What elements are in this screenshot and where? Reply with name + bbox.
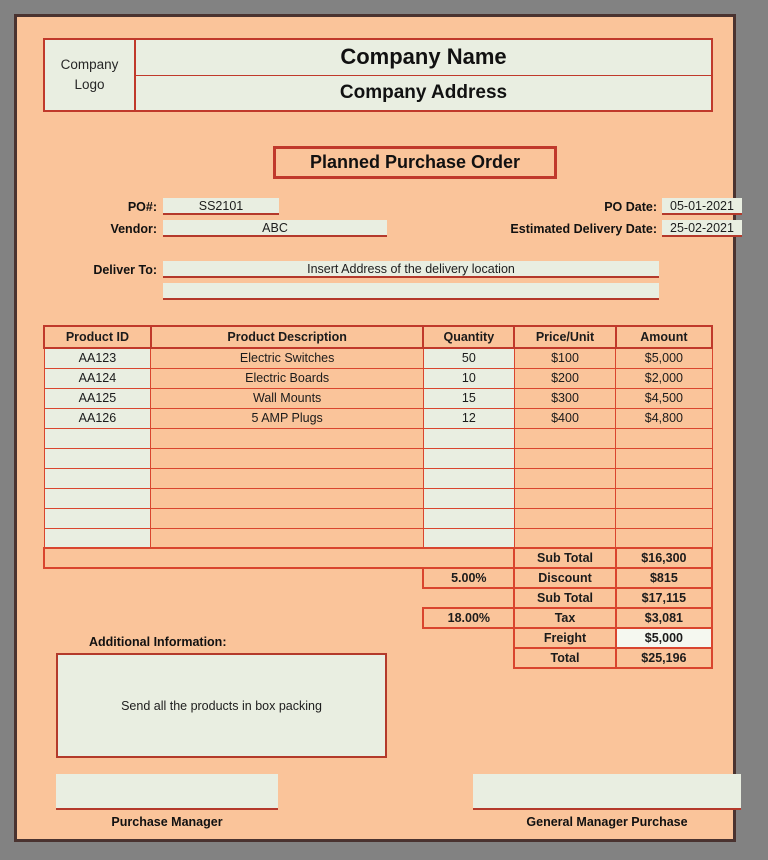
- cell-price[interactable]: [514, 428, 616, 448]
- cell-quantity[interactable]: [423, 468, 514, 488]
- cell-description[interactable]: [151, 428, 424, 448]
- cell-product-id[interactable]: [44, 488, 151, 508]
- subtotal-row-2: [44, 588, 712, 608]
- cell-price[interactable]: $200: [514, 368, 616, 388]
- column-header-price-unit: Price/Unit: [514, 326, 616, 348]
- cell-product-id[interactable]: AA125: [44, 388, 151, 408]
- general-manager-signature-input[interactable]: [473, 774, 741, 810]
- company-header: [43, 38, 713, 112]
- company-logo-placeholder[interactable]: [45, 40, 136, 110]
- vendor-input[interactable]: ABC: [163, 220, 387, 237]
- cell-product-id[interactable]: [44, 528, 151, 548]
- grand-total-label: Total: [514, 648, 616, 668]
- column-header-quantity: Quantity: [423, 326, 514, 348]
- freight-value-input[interactable]: $5,000: [616, 628, 712, 648]
- table-row: [44, 448, 712, 468]
- cell-amount: [616, 448, 712, 468]
- table-row: [44, 428, 712, 448]
- cell-product-id[interactable]: [44, 428, 151, 448]
- cell-product-id[interactable]: AA126: [44, 408, 151, 428]
- line-items-body: [44, 348, 712, 668]
- document-title: Planned Purchase Order: [273, 146, 557, 179]
- cell-price[interactable]: [514, 468, 616, 488]
- vendor-label: Vendor:: [110, 222, 157, 236]
- cell-description[interactable]: Wall Mounts: [151, 388, 424, 408]
- cell-quantity[interactable]: [423, 488, 514, 508]
- company-logo-line1: Company: [60, 57, 119, 73]
- totals-spacer: [44, 608, 423, 628]
- table-header-row: [44, 326, 712, 348]
- cell-amount: [616, 488, 712, 508]
- cell-price[interactable]: [514, 528, 616, 548]
- cell-amount: $5,000: [616, 348, 712, 368]
- totals-spacer: [44, 588, 514, 608]
- document-frame: [14, 14, 736, 842]
- cell-quantity[interactable]: 15: [423, 388, 514, 408]
- signature-block-general-manager: [473, 774, 741, 829]
- cell-description[interactable]: Electric Boards: [151, 368, 424, 388]
- tax-rate-input[interactable]: 18.00%: [423, 608, 514, 628]
- subtotal-1-label: Sub Total: [514, 548, 616, 568]
- additional-information-input[interactable]: Send all the products in box packing: [56, 653, 387, 758]
- cell-price[interactable]: [514, 508, 616, 528]
- cell-price[interactable]: [514, 448, 616, 468]
- cell-quantity[interactable]: 10: [423, 368, 514, 388]
- company-logo-line2: Logo: [74, 77, 105, 92]
- general-manager-label: General Manager Purchase: [526, 815, 688, 829]
- subtotal-2-value: $17,115: [616, 588, 712, 608]
- cell-product-id[interactable]: AA123: [44, 348, 151, 368]
- discount-label: Discount: [514, 568, 616, 588]
- cell-product-id[interactable]: [44, 508, 151, 528]
- table-row: [44, 348, 712, 368]
- cell-amount: $4,500: [616, 388, 712, 408]
- cell-price[interactable]: $100: [514, 348, 616, 368]
- cell-description[interactable]: [151, 468, 424, 488]
- cell-description[interactable]: [151, 528, 424, 548]
- discount-rate-input[interactable]: 5.00%: [423, 568, 514, 588]
- cell-product-id[interactable]: [44, 448, 151, 468]
- freight-label: Freight: [514, 628, 616, 648]
- cell-quantity[interactable]: [423, 428, 514, 448]
- column-header-product-id: Product ID: [44, 326, 151, 348]
- subtotal-1-value: $16,300: [616, 548, 712, 568]
- cell-description[interactable]: 5 AMP Plugs: [151, 408, 424, 428]
- signature-block-purchase-manager: [56, 774, 278, 829]
- table-row: [44, 368, 712, 388]
- estimated-delivery-date-label: Estimated Delivery Date:: [510, 222, 657, 236]
- po-number-input[interactable]: SS2101: [163, 198, 279, 215]
- deliver-to-label: Deliver To:: [93, 263, 157, 277]
- table-row: [44, 388, 712, 408]
- table-row: [44, 488, 712, 508]
- deliver-to-line1-input[interactable]: Insert Address of the delivery location: [163, 261, 659, 278]
- column-header-amount: Amount: [616, 326, 712, 348]
- cell-description[interactable]: Electric Switches: [151, 348, 424, 368]
- po-date-label: PO Date:: [604, 200, 657, 214]
- cell-description[interactable]: [151, 488, 424, 508]
- cell-description[interactable]: [151, 448, 424, 468]
- table-row: [44, 408, 712, 428]
- cell-price[interactable]: $300: [514, 388, 616, 408]
- tax-label: Tax: [514, 608, 616, 628]
- deliver-to-line2-input[interactable]: [163, 283, 659, 300]
- additional-information-label: Additional Information:: [89, 635, 227, 649]
- tax-row: [44, 608, 712, 628]
- discount-value: $815: [616, 568, 712, 588]
- totals-spacer: [44, 548, 514, 568]
- cell-amount: [616, 468, 712, 488]
- cell-product-id[interactable]: [44, 468, 151, 488]
- cell-quantity[interactable]: [423, 448, 514, 468]
- cell-quantity[interactable]: 12: [423, 408, 514, 428]
- table-row: [44, 508, 712, 528]
- po-number-label: PO#:: [127, 200, 157, 214]
- purchase-manager-label: Purchase Manager: [111, 815, 223, 829]
- cell-amount: [616, 528, 712, 548]
- cell-product-id[interactable]: AA124: [44, 368, 151, 388]
- cell-amount: $4,800: [616, 408, 712, 428]
- line-items-table: [43, 325, 713, 669]
- table-row: [44, 528, 712, 548]
- cell-amount: $2,000: [616, 368, 712, 388]
- estimated-delivery-date-input[interactable]: 25-02-2021: [662, 220, 742, 237]
- purchase-order-document: [17, 17, 733, 839]
- po-date-input[interactable]: 05-01-2021: [662, 198, 742, 215]
- cell-quantity[interactable]: [423, 508, 514, 528]
- subtotal-row-1: [44, 548, 712, 568]
- purchase-manager-signature-input[interactable]: [56, 774, 278, 810]
- discount-row: [44, 568, 712, 588]
- grand-total-value: $25,196: [616, 648, 712, 668]
- cell-price[interactable]: [514, 488, 616, 508]
- cell-quantity[interactable]: [423, 528, 514, 548]
- cell-amount: [616, 428, 712, 448]
- cell-description[interactable]: [151, 508, 424, 528]
- company-address-field[interactable]: Company Address: [136, 76, 711, 111]
- tax-value: $3,081: [616, 608, 712, 628]
- company-name-field[interactable]: Company Name: [136, 40, 711, 76]
- cell-quantity[interactable]: 50: [423, 348, 514, 368]
- subtotal-2-label: Sub Total: [514, 588, 616, 608]
- cell-price[interactable]: $400: [514, 408, 616, 428]
- column-header-product-description: Product Description: [151, 326, 424, 348]
- cell-amount: [616, 508, 712, 528]
- company-identity-column: [136, 40, 711, 110]
- totals-spacer: [44, 568, 423, 588]
- table-row: [44, 468, 712, 488]
